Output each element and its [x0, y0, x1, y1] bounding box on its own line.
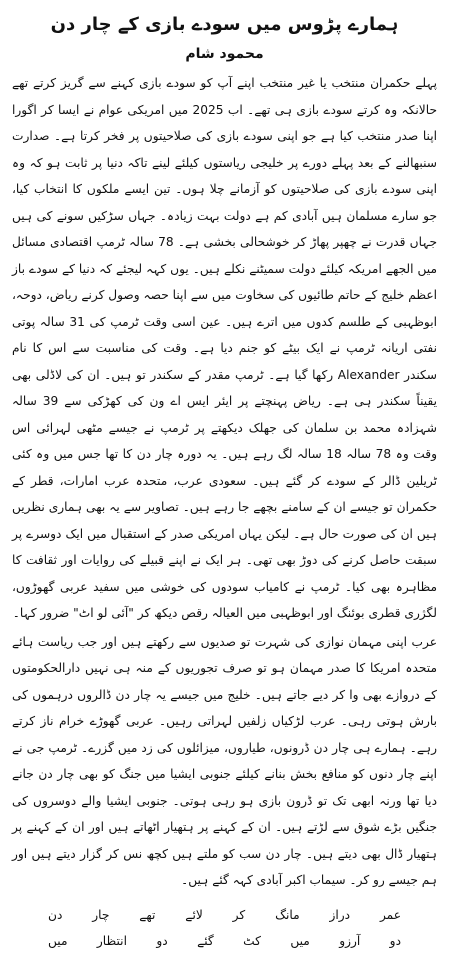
- verse-line: دو آرزو میں کٹ گئے دو انتظار میں: [48, 933, 401, 948]
- closing-verse: [12, 902, 437, 954]
- paragraph: عرب اپنی مہمان نوازی کی شہرت تو صدیوں سے رکھتے ہیں اور جب ریاست ہائے متحدہ امریکا کا صدر مہمان ہو تو صرف تجوریوں کے منہ ہی نہیں دارالحکومتوں کے دروازے بھی وا کر دیے جاتے ہیں۔ خلیج میں جیسے یہ چار دن ڈالروں درہموں کی بارش ہوتی رہی۔ عرب لڑکیاں زلفیں لہراتی رہیں۔ عربی گھوڑے خرام ناز کرتے رہے۔ ہمارے ہی چار دن ڈرونوں، طیاروں، میزائلوں کی زد میں گزرے۔ ٹرمپ جی نے اپنے چار دنوں کو منافع بخش بنانے کیلئے جنوبی ایشیا میں جنگ کو بھی چار دن جانے دیا تھا ورنہ ابھی تک تو ڈرون بازی ہو رہی ہوتی۔ جنوبی ایشیا والے دوسروں کی جنگیں بڑے شوق سے لڑتے ہیں۔ ان کے کہنے پر ہتھیار اٹھاتے ہیں اور ان کے کہنے پر ہتھیار ڈال بھی دیتے ہیں۔ چار دن سب کو ملتے ہیں کچھ نس کر گزار دیتے ہیں اور ہم جیسے رو کر۔ سیماب اکبر آبادی کہہ گئے ہیں۔: [12, 634, 437, 887]
- verse-line: عمر دراز مانگ کر لائے تھے چار دن: [48, 907, 401, 922]
- article-author: محمود شام: [185, 46, 264, 62]
- article-body: [12, 70, 437, 894]
- paragraph: پہلے حکمران منتخب یا غیر منتخب اپنے آپ کو سودے بازی کہنے سے گریز کرتے تھے حالانکہ وہ کرتے سودے بازی ہی تھے۔ اب 2025 میں امریکی عوام نے ایسا کر اگورا اپنا صدر منتخب کیا ہے جو اپنی سودے بازی کی صلاحیتوں پر فخر کرتا ہے۔ صدارت سنبھالنے کے بعد پہلے دورے پر خلیجی ریاستوں کیلئے لینے تاکہ دنیا پر ثابت ہو کہ وہ اپنی سودے بازی کی صلاحیتوں کو آزمانے چلا ہوں۔ تین ایسے ملکوں کا انتخاب کیا، جو سارے مسلمان ہیں آبادی کم ہے دولت بہت زیادہ۔ جہاں سڑکیں سونے کی ہیں جہاں قدرت نے چھپر پھاڑ کر خوشحالی بخشی ہے۔ 78 سالہ ٹرمپ اقتصادی مسائل میں الجھے امریکہ کیلئے دولت سمیٹنے نکلے ہیں۔ یوں کہہ لیجئے کہ دنیا کے سودے باز اعظم خلیج کے حاتم طائیوں کی سخاوت میں سے اپنا حصہ وصول کرنے ریاض، دوحہ، ابوظہبی کے طلسم کدوں میں اترے ہیں۔ عین اسی وقت ٹرمپ کی 31 سالہ پوتی نفتی اریانہ ٹرمپ نے ایک بیٹے کو جنم دیا ہے۔ وقت کی مناسبت سے اس کا نام سکندر Alexander رکھا گیا ہے۔ ٹرمپ مقدر کے سکندر تو ہیں۔ ان کی لاڈلی بھی یقیناً سکندر ہی ہے۔ ریاض پہنچتے پر ایئر ایس اے ون کی کھڑکی سے 39 سالہ شہزادہ محمد بن سلمان کی جھلک دیکھتے پر ٹرمپ نے جیسے مٹھی لہرائی اس وقت وہ 78 سالہ 18 سالہ لگ رہے ہیں۔ یہ دورہ چار دن کا تھا جس میں وہ کئی ٹریلین ڈالر کے سودے کر گئے ہیں۔ سعودی عرب، متحدہ عرب امارات، قطر کے حکمران تو جیسے ان کے سامنے بچھے جا رہے ہیں۔ تصاویر سے یہ بھی ہماری نظریں ہیں ان کی صورت حال ہے۔ لیکن یہاں امریکی صدر کے استقبال میں ایک دوسرے پر سبقت حاصل کرنے کی دوڑ بھی تھی۔ ہر ایک نے اپنے قبیلے کی روایات اور ثقافت کا مظاہرہ بھی کیا۔ ٹرمپ نے کامیاب سودوں کی خوشی میں سفید عربی گھوڑوں، لگژری قطری بوئنگ اور ابوظہبی میں العیالہ رقص دیکھ کر "آئی لو اٹ" ضرور کہا۔: [12, 76, 438, 620]
- article-title: ہمارے پڑوس میں سودے بازی کے چار دن: [50, 14, 399, 35]
